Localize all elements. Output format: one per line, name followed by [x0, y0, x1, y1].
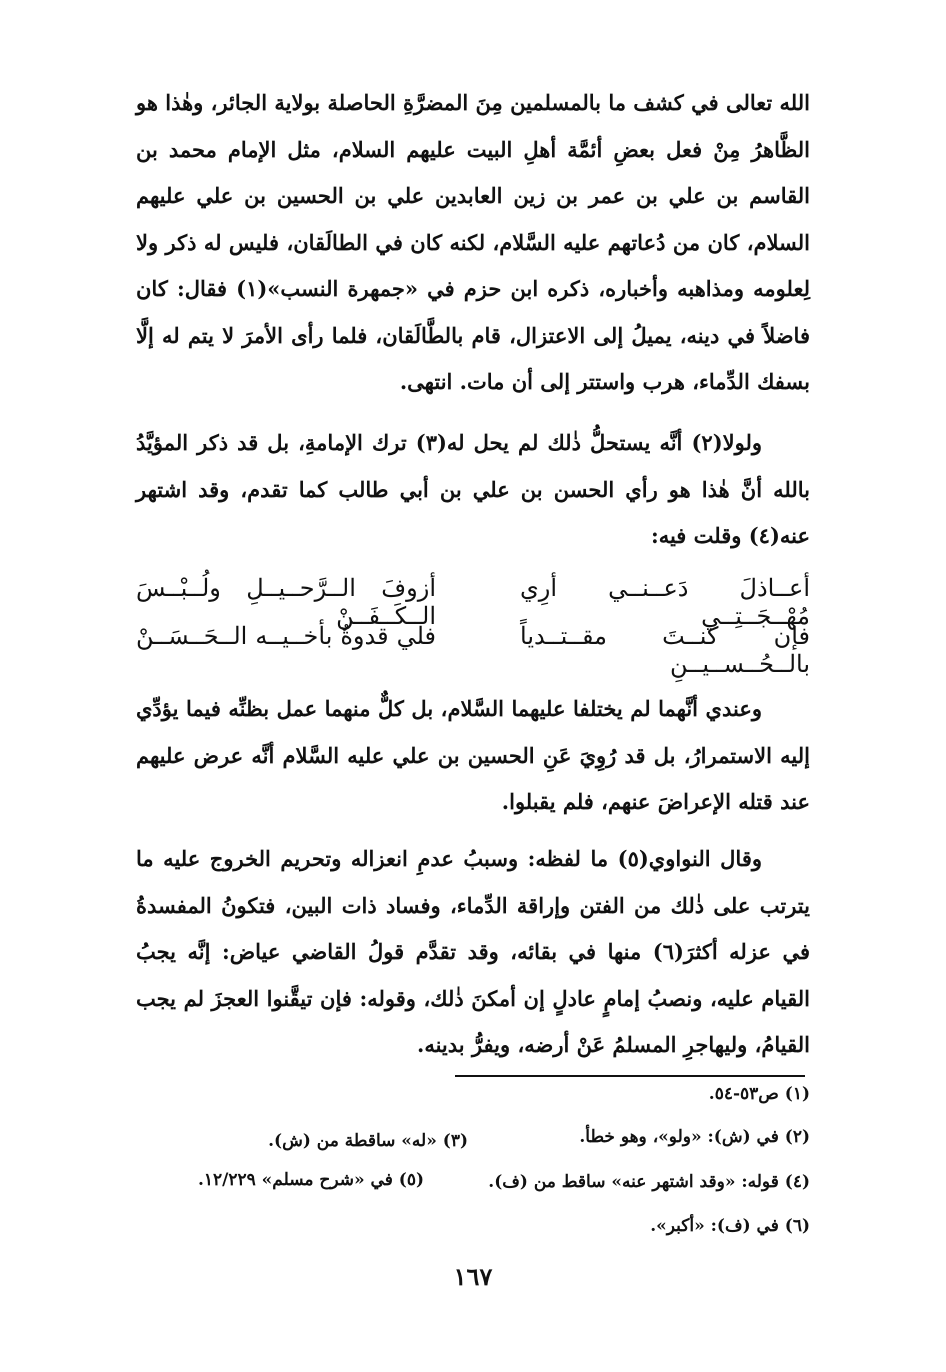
verse-second-hemistich: أزوفَ الــرَّحــيــلِ ولُــبْــسَ الــكَــفَــنْ — [136, 574, 436, 630]
footnote-6: (٦) في (ف): «أكبر». — [650, 1216, 810, 1236]
verse-first-hemistich: فإن كنــتَ مقــتــدياً بالــحُــســيــنِ — [520, 622, 810, 678]
footnote-divider — [455, 1075, 805, 1077]
paragraph-text: الله تعالى في كشف ما بالمسلمين مِنَ المضرَّةِ الحاصلة بولاية الجائر، وهٰذا هو الظَّاهرُ مِنْ فعل بعضِ أئمَّة أهلِ البيت عليهم السلام، مثل الإمام محمد بن القاسم بن علي بن عمر بن زين العابدين علي بن الحسين بن علي عليهم السلام، كان من دُعاتهم عليه السَّلام، لكنه كان في الطالَقان، فليس له ذكر ولا لِعلومه ومذاهبه وأخباره، ذكره ابن حزم في «جمهرة النسب»(١) فقال: كان فاضلاً في دينه، يميلُ إلى الاعتزال، قام بالطَّالَقان، فلما رأى الأمرَ لا يتم له إلَّا بسفك الدِّماء، هرب واستتر إلى أن مات. انتهى. — [136, 90, 810, 394]
footnote-3: (٣) «له» ساقطة من (ش). — [268, 1131, 468, 1151]
footnote-4: (٤) قوله: «وقد اشتهر عنه» ساقط من (ف). — [488, 1172, 810, 1192]
poem-verse — [136, 622, 810, 678]
body-paragraph-4 — [136, 836, 810, 1069]
verse-second-hemistich: فلي قدوةٌ بأخــيــه الــحَــسَــنْ — [136, 622, 436, 650]
verse-first-hemistich: أعــاذلَ دَعــنــي أرِي مُهْــجَــتِــي — [520, 574, 810, 630]
paragraph-text: ولولا(٢) أنَّه يستحلُّ ذٰلك لم يحل له(٣) ترك الإمامةِ، بل قد ذكر المؤيَّدُ بالله أنَّ هٰذا هو رأي الحسن بن علي بن أبي طالب كما تقدم، وقد اشتهر عنه(٤) وقلت فيه: — [136, 430, 810, 548]
paragraph-text: وعندي أنَّهما لم يختلفا عليهما السَّلام، بل كلٌّ منهما عمل بظنِّه فيما يؤدِّي إليه الاستمرارُ، بل قد رُوِيَ عَنِ الحسين بن علي عليه السَّلام أنَّه عرض عليهم عند قتله الإعراضَ عنهم، فلم يقبلوا. — [136, 696, 810, 814]
body-paragraph-3 — [136, 686, 810, 826]
body-paragraph-1 — [136, 80, 810, 406]
poem-verse — [136, 574, 810, 630]
footnote-5: (٥) في «شرح مسلم» ١٢/٢٢٩. — [197, 1170, 424, 1190]
page-number: ١٦٧ — [453, 1262, 493, 1291]
footnote-2: (٢) في (ش): «ولو»، وهو خطأ. — [579, 1127, 810, 1147]
body-paragraph-2 — [136, 420, 810, 560]
poem — [136, 574, 810, 678]
paragraph-text: وقال النواوي(٥) ما لفظه: وسببُ عدمِ انعزاله وتحريم الخروج عليه ما يترتب على ذٰلك من الفتن وإراقة الدِّماء، وفساد ذات البين، فتكونُ المفسدةُ في عزله أكثرَ(٦) منها في بقائه، وقد تقدَّم قولُ القاضي عياض: إنَّه يجبُ القيام عليه، ونصبُ إمامٍ عادلٍ إن أمكنَ ذٰلك، وقوله: فإن تيقَّنوا العجزَ لم يجب القيامُ، وليهاجرِ المسلمُ عَنْ أرضه، ويفرُّ بدينه. — [136, 846, 810, 1057]
footnote-1: (١) ص٥٣-٥٤. — [708, 1084, 810, 1104]
